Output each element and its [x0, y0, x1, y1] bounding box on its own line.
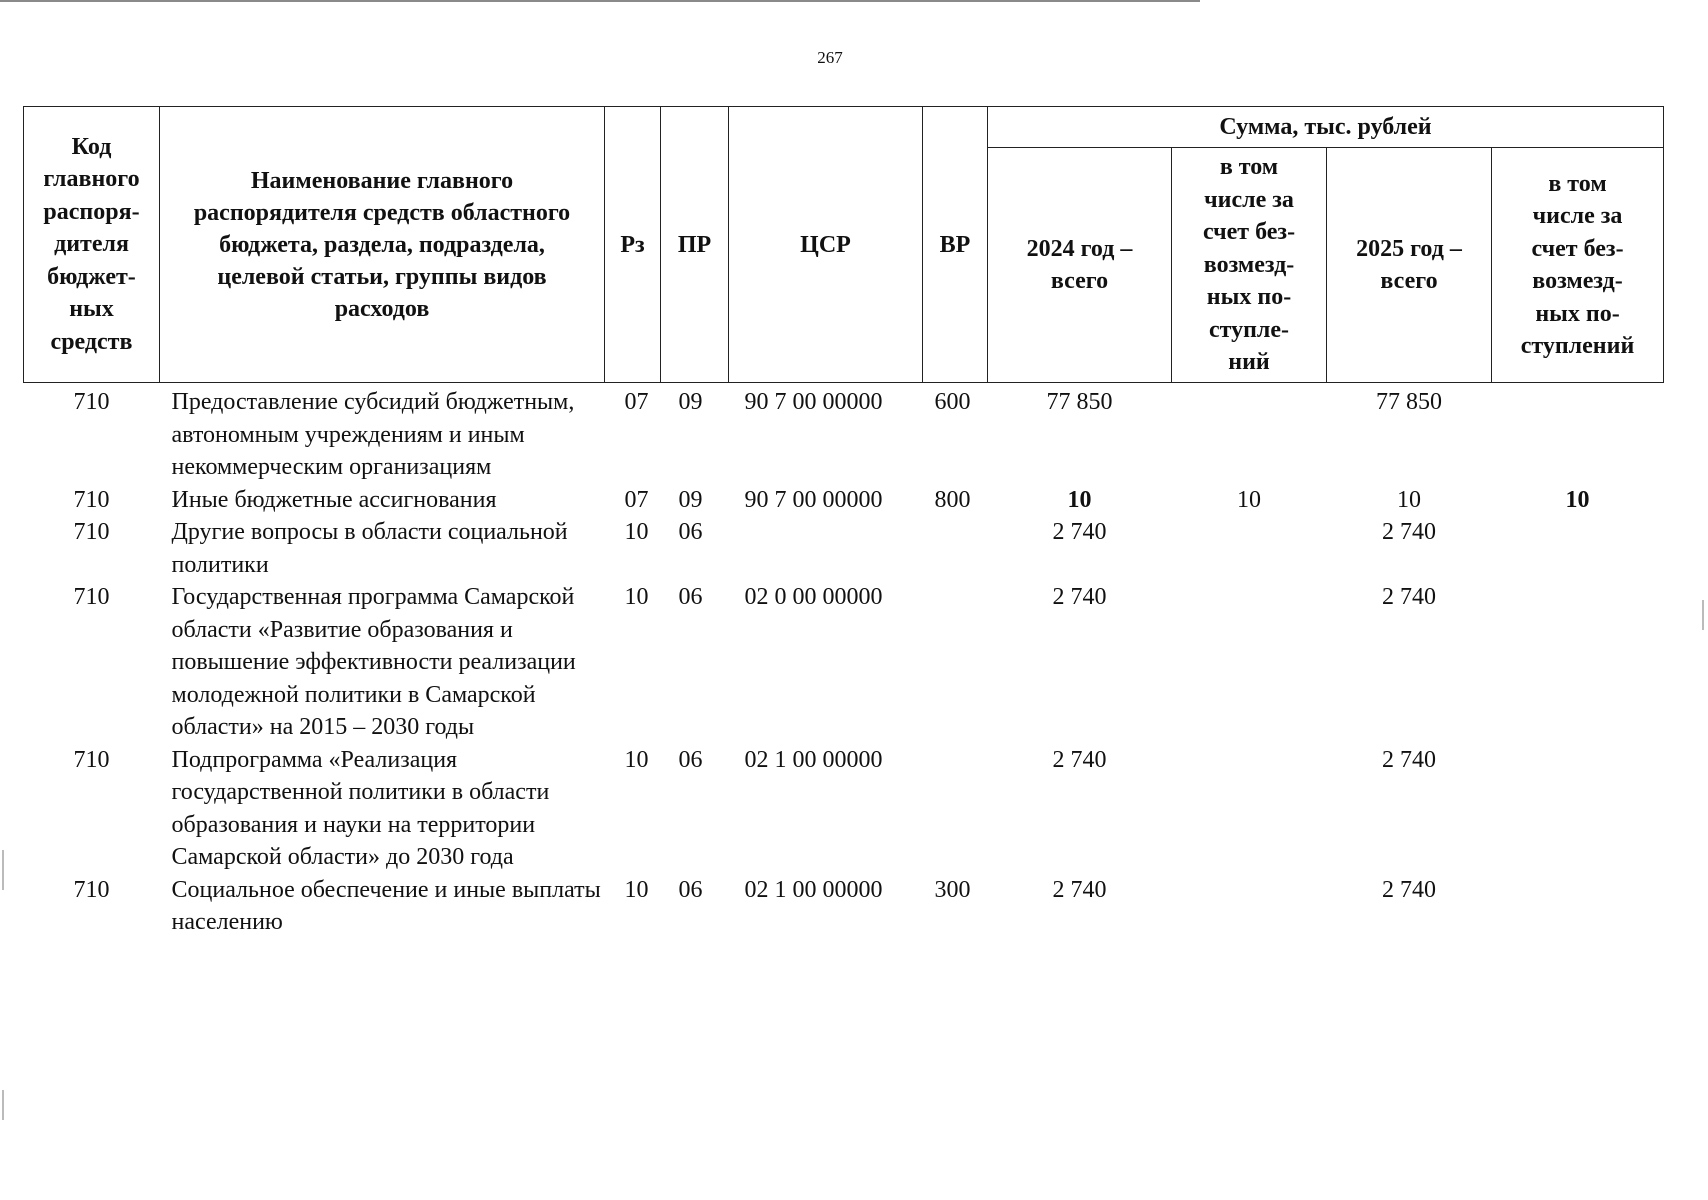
row-pr: 06: [678, 519, 703, 545]
row-pr: 06: [678, 584, 703, 610]
row-rz: 10: [624, 746, 649, 773]
row-pr: 06: [678, 746, 703, 773]
row-rz: 07: [624, 486, 649, 513]
row-name: Подпрограмма «Реализация государственной политики в области образования и науки на территории Самарской области» до 2030 года: [171, 746, 550, 870]
row-pr: 06: [678, 876, 703, 903]
row-2025-gratuitous: 10: [1565, 486, 1590, 513]
row-2025-total: 10: [1397, 486, 1421, 513]
row-name: Социальное обеспечение и иные выплаты населению: [171, 876, 601, 935]
header-2025-total: 2025 год – всего: [1327, 148, 1492, 383]
header-vr: ВР: [923, 107, 988, 383]
row-csr: 90 7 00 00000: [744, 486, 883, 513]
row-2024-total: 10: [1067, 486, 1092, 513]
table-row: [24, 581, 1664, 744]
row-name: Предоставление субсидий бюджетным, автономным учреждениям и иным некоммерческим организациям: [171, 389, 575, 480]
scan-speck: [2, 850, 4, 890]
row-pr: 09: [678, 486, 703, 513]
row-2025-gratuitous: [1492, 581, 1664, 744]
row-2025-gratuitous: [1492, 516, 1664, 581]
row-2024-gratuitous: [1172, 744, 1327, 874]
table-row: [24, 744, 1664, 874]
row-code: 710: [73, 519, 110, 545]
row-2025-gratuitous: [1492, 383, 1664, 484]
row-2024-total: 2 740: [1052, 584, 1107, 610]
row-rz: 10: [624, 876, 649, 903]
row-csr: [729, 516, 923, 581]
row-2024-gratuitous: [1172, 581, 1327, 744]
row-rz: 10: [624, 519, 649, 545]
row-2024-total: 2 740: [1052, 519, 1107, 545]
page-number: 267: [817, 48, 843, 67]
table-row: [24, 484, 1664, 517]
row-csr: 90 7 00 00000: [744, 389, 883, 415]
row-2025-total: 77 850: [1376, 389, 1442, 415]
row-2025-gratuitous: [1492, 744, 1664, 874]
row-2024-gratuitous: [1172, 383, 1327, 484]
header-pr: ПР: [661, 107, 729, 383]
row-2024-total: 77 850: [1046, 389, 1113, 415]
table-row: [24, 874, 1664, 939]
budget-table: [23, 106, 1664, 939]
scan-speck: [2, 1090, 4, 1120]
header-code: Код главного распоря-дителя бюджет-ных средств: [24, 107, 160, 383]
row-vr: 300: [934, 876, 971, 903]
row-name: Иные бюджетные ассигнования: [171, 486, 497, 513]
row-2025-total: 2 740: [1382, 876, 1436, 903]
row-rz: 10: [624, 584, 649, 610]
header-csr: ЦСР: [729, 107, 923, 383]
row-code: 710: [73, 584, 110, 610]
row-vr: [923, 581, 988, 744]
row-csr: 02 0 00 00000: [744, 584, 883, 610]
row-code: 710: [73, 486, 110, 513]
table-row: [24, 383, 1664, 484]
row-2025-total: 2 740: [1382, 519, 1436, 545]
row-pr: 09: [678, 389, 703, 415]
scan-edge-line: [0, 0, 1200, 2]
row-vr: 800: [934, 486, 971, 513]
row-2024-total: 2 740: [1052, 746, 1107, 773]
row-code: 710: [73, 389, 110, 415]
header-sum-group: Сумма, тыс. рублей: [988, 107, 1664, 148]
row-name: Другие вопросы в области социальной политики: [171, 519, 568, 578]
row-vr: 600: [934, 389, 971, 415]
row-2024-gratuitous: [1172, 516, 1327, 581]
header-2025-gratuitous: в том числе за счет без-возмезд-ных по-ступлений: [1492, 148, 1664, 383]
row-vr: [923, 744, 988, 874]
row-csr: 02 1 00 00000: [744, 746, 883, 773]
header-2024-gratuitous: в том числе за счет без-возмезд-ных по-ступле-ний: [1172, 148, 1327, 383]
row-2025-total: 2 740: [1382, 584, 1436, 610]
row-2024-gratuitous: 10: [1237, 486, 1261, 513]
table-row: [24, 516, 1664, 581]
row-code: 710: [73, 746, 110, 773]
row-code: 710: [73, 876, 110, 903]
header-2024-total: 2024 год – всего: [988, 148, 1172, 383]
row-2024-gratuitous: [1172, 874, 1327, 939]
row-2025-total: 2 740: [1382, 746, 1436, 773]
header-name: Наименование главного распорядителя средств областного бюджета, раздела, подраздела, целевой статьи, группы видов расходов: [160, 107, 605, 383]
scan-speck: [1702, 600, 1704, 630]
row-vr: [923, 516, 988, 581]
row-name: Государственная программа Самарской области «Развитие образования и повышение эффективности реализации молодежной политики в Самарской области» на 2015 – 2030 годы: [171, 584, 576, 740]
row-2025-gratuitous: [1492, 874, 1664, 939]
row-rz: 07: [624, 389, 649, 415]
row-csr: 02 1 00 00000: [744, 876, 883, 903]
header-rz: Рз: [605, 107, 661, 383]
row-2024-total: 2 740: [1052, 876, 1107, 903]
